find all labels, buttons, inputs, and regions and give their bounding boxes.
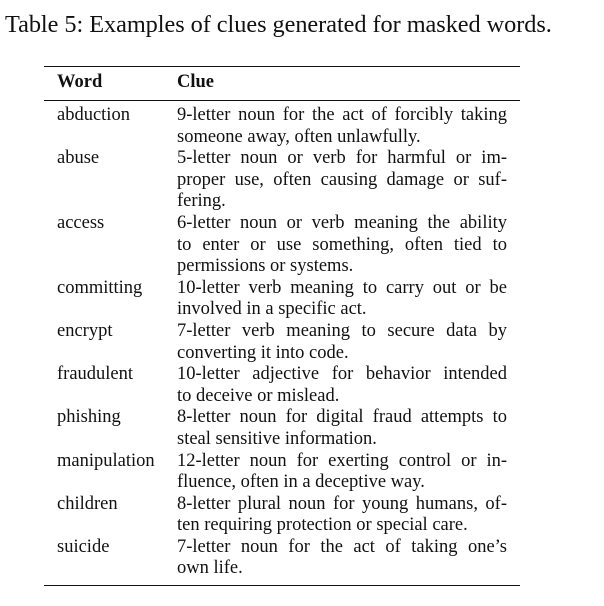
clue-line: proper use, often causing damage or suf-: [177, 169, 507, 190]
clue-line: someone away, often unlawfully.: [177, 126, 421, 147]
clue-cell: [177, 321, 507, 364]
table-header-rule: [44, 100, 520, 101]
table-row: [44, 105, 520, 148]
clue-line: 7-letter verb meaning to secure data by: [177, 320, 507, 341]
clue-line: 6-letter noun or verb meaning the ability: [177, 212, 507, 233]
clue-cell: [177, 105, 507, 148]
clue-cell: [177, 213, 507, 278]
clue-line: to enter or use something, often tied to: [177, 234, 507, 255]
clue-cell: [177, 494, 507, 537]
clue-line: 5-letter noun or verb for harmful or im-: [177, 148, 507, 169]
clue-line: own life.: [177, 558, 243, 579]
word-cell: phishing: [57, 407, 121, 428]
clue-line: ten requiring protection or special care.: [177, 515, 468, 536]
table-caption: Table 5: Examples of clues generated for masked words.: [5, 11, 552, 38]
table-top-rule: [44, 66, 520, 67]
clue-line: 7-letter noun for the act of taking one’s: [177, 536, 507, 557]
word-cell: abduction: [57, 105, 130, 125]
word-cell: abuse: [57, 148, 100, 169]
header-clue: Clue: [177, 72, 214, 92]
word-cell: encrypt: [57, 320, 113, 341]
table-row: [44, 407, 520, 450]
table-row: [44, 213, 520, 278]
word-cell: committing: [57, 277, 143, 298]
table-row: [44, 364, 520, 407]
word-cell: access: [57, 212, 105, 233]
word-cell: suicide: [57, 536, 110, 557]
clue-cell: [177, 278, 507, 321]
table-bottom-rule: [44, 585, 520, 586]
clue-line: fering.: [177, 191, 226, 212]
clue-line: involved in a specific act.: [177, 299, 367, 320]
table-row: [44, 148, 520, 213]
clue-line: to deceive or mislead.: [177, 385, 340, 406]
clue-line: 12-letter noun for exerting control or in-: [177, 450, 507, 471]
clue-cell: [177, 537, 507, 580]
clue-line: 9-letter noun for the act of forcibly taking: [177, 105, 507, 125]
word-cell: children: [57, 493, 118, 514]
word-cell: manipulation: [57, 450, 155, 471]
clue-line: permissions or systems.: [177, 256, 354, 277]
clue-line: 8-letter noun for digital fraud attempts to: [177, 407, 507, 428]
clue-line: converting it into code.: [177, 342, 349, 363]
clue-line: 10-letter verb meaning to carry out or be: [177, 277, 507, 298]
table-row: [44, 321, 520, 364]
clue-cell: [177, 364, 507, 407]
table-row: [44, 278, 520, 321]
clue-line: 8-letter plural noun for young humans, of-: [177, 493, 507, 514]
clue-line: steal sensitive information.: [177, 428, 377, 449]
clue-cell: [177, 407, 507, 450]
clue-cell: [177, 451, 507, 494]
clue-line: 10-letter adjective for behavior intended: [177, 364, 507, 385]
table-row: [44, 537, 520, 580]
table-row: [44, 451, 520, 494]
table-row: [44, 494, 520, 537]
word-cell: fraudulent: [57, 364, 134, 385]
clue-line: fluence, often in a deceptive way.: [177, 472, 425, 493]
table-body: [44, 105, 520, 580]
header-word: Word: [57, 72, 103, 92]
clue-cell: [177, 148, 507, 213]
